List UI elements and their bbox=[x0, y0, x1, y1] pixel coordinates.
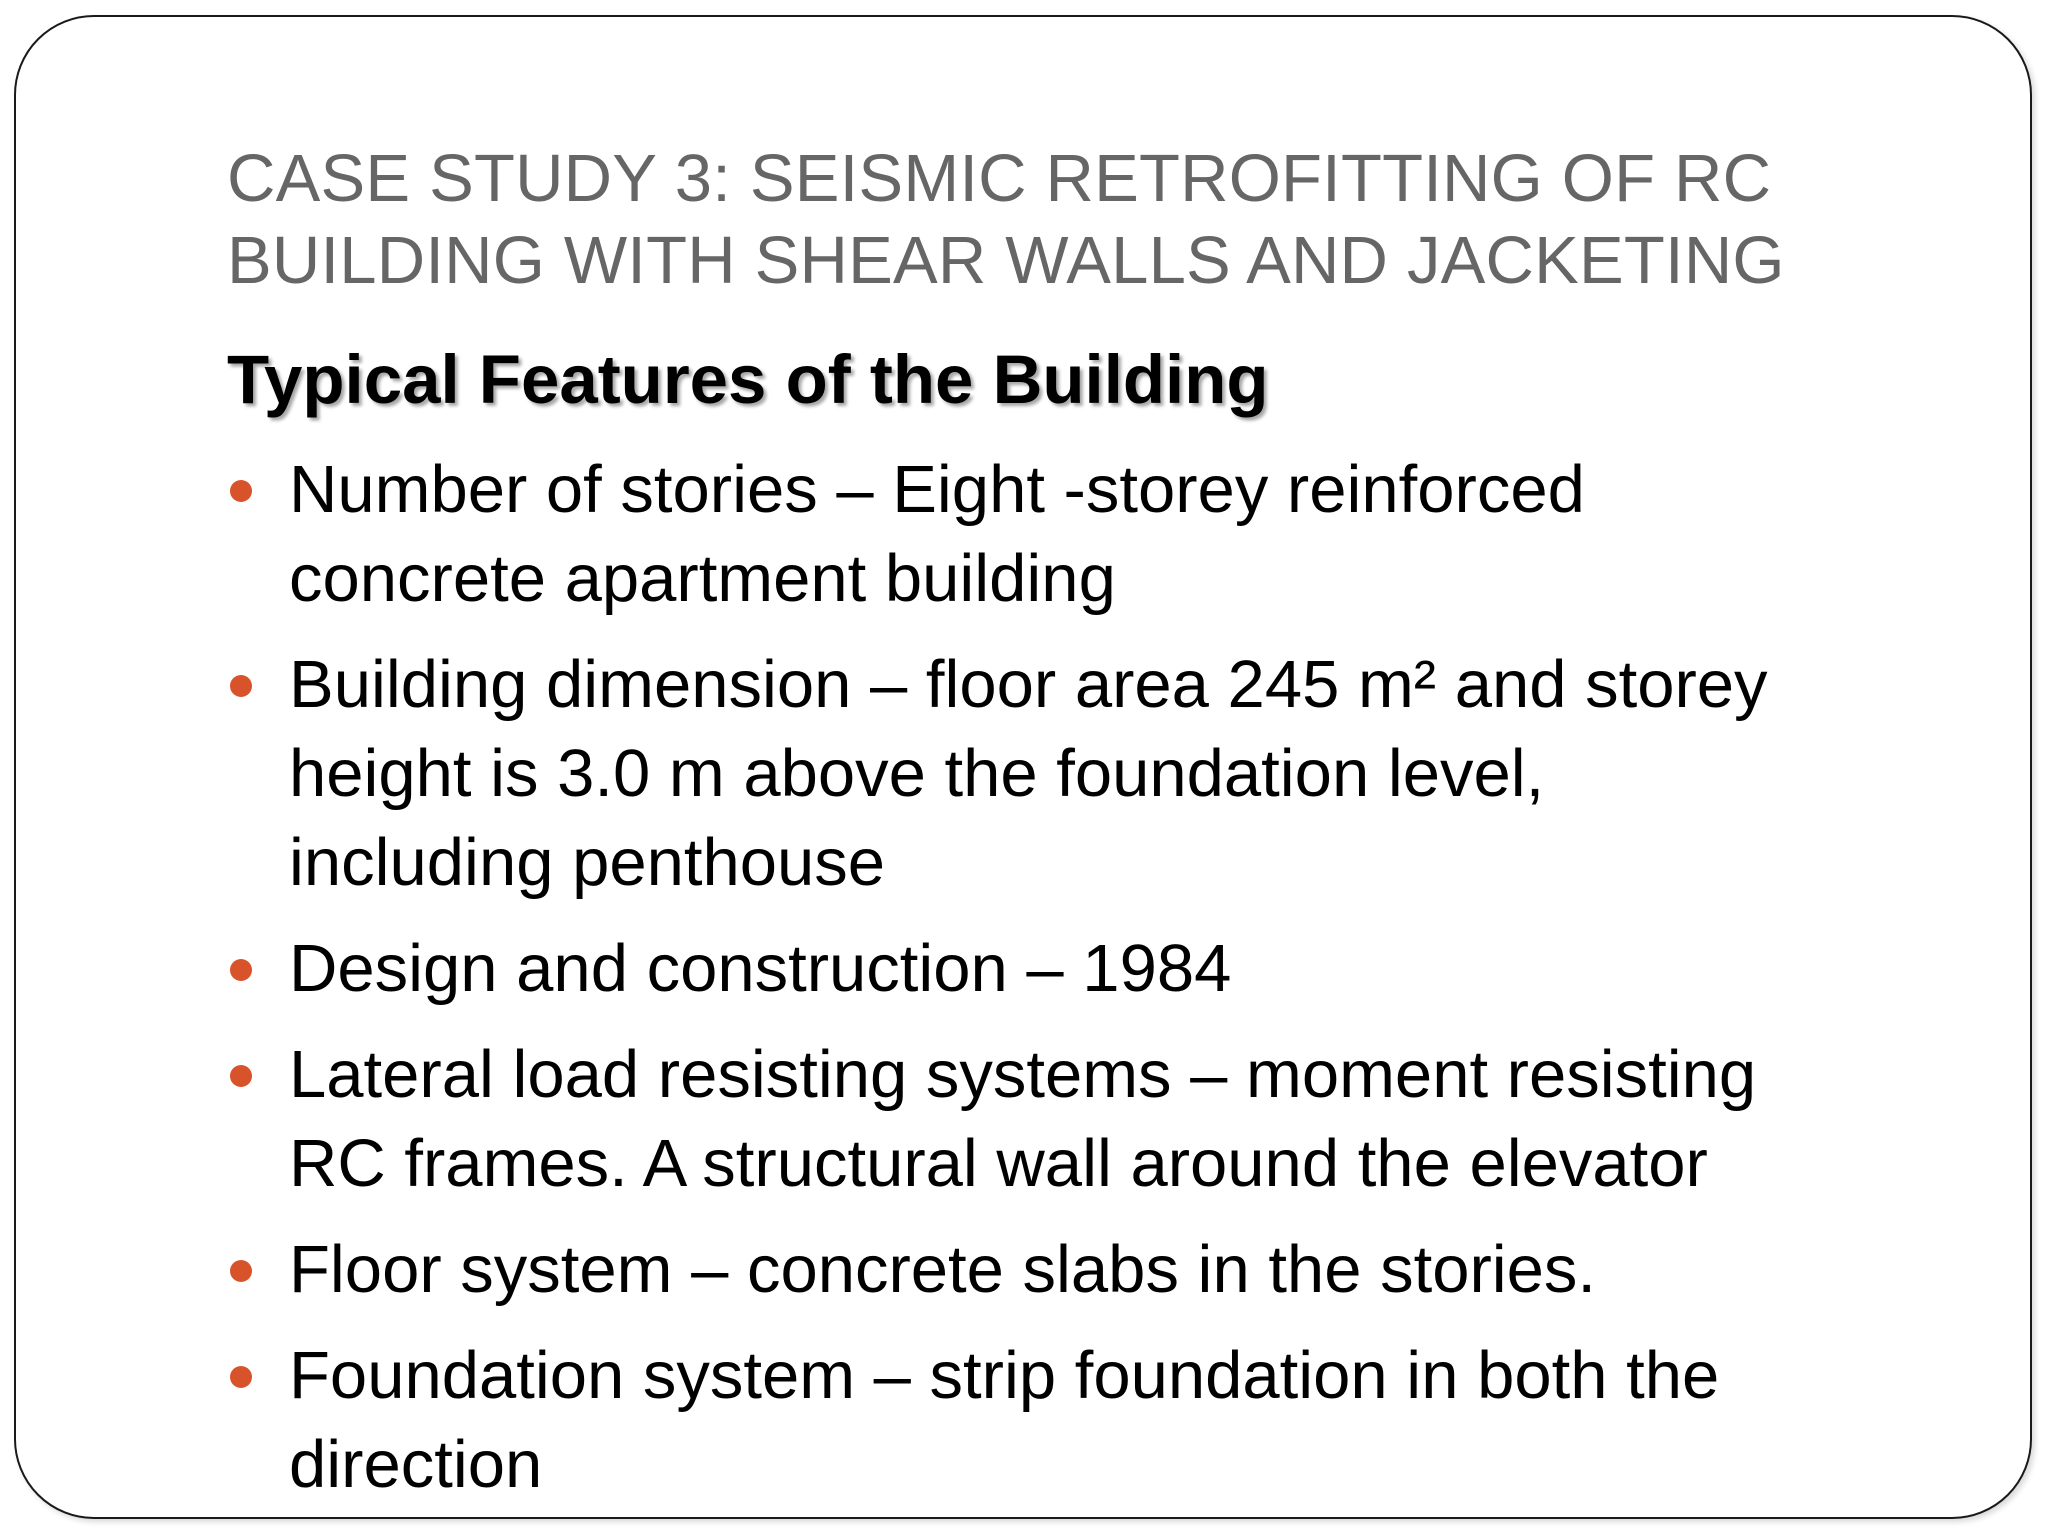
list-item-text: Design and construction – 1984 bbox=[289, 931, 1232, 1006]
list-item-text: Number of stories – Eight -storey reinforced bbox=[289, 452, 1585, 527]
list-item-text: including penthouse bbox=[289, 825, 886, 900]
list-item-text: Lateral load resisting systems – moment resisting bbox=[289, 1037, 1757, 1112]
bullet-dot-icon bbox=[230, 1366, 252, 1388]
list-item-text: Floor system – concrete slabs in the stories. bbox=[289, 1232, 1597, 1307]
list-item-building-dimension bbox=[227, 640, 1987, 907]
bullet-dot-icon bbox=[230, 675, 252, 697]
slide-title bbox=[227, 138, 1927, 302]
bullet-dot-icon bbox=[230, 959, 252, 981]
feature-list bbox=[227, 445, 1987, 1526]
list-item-floor-system bbox=[227, 1225, 1987, 1314]
list-item-text: RC frames. A structural wall around the elevator bbox=[289, 1126, 1708, 1201]
section-heading: Typical Features of the Building bbox=[227, 341, 1269, 418]
list-item-text: Foundation system – strip foundation in both the bbox=[289, 1338, 1720, 1413]
list-item-text: direction bbox=[289, 1427, 543, 1502]
list-item-lateral-load bbox=[227, 1030, 1987, 1208]
bullet-dot-icon bbox=[230, 1260, 252, 1282]
bullet-dot-icon bbox=[230, 480, 252, 502]
list-item-text: height is 3.0 m above the foundation level, bbox=[289, 736, 1545, 811]
bullet-dot-icon bbox=[230, 1065, 252, 1087]
list-item-text: Building dimension – floor area 245 m² and storey bbox=[289, 647, 1768, 722]
slide-title-line-1: CASE STUDY 3: SEISMIC RETROFITTING OF RC bbox=[227, 141, 1772, 216]
list-item-number-of-stories bbox=[227, 445, 1987, 623]
list-item-foundation-system bbox=[227, 1331, 1987, 1509]
slide-title-line-2: BUILDING WITH SHEAR WALLS AND JACKETING bbox=[227, 223, 1785, 298]
list-item-design-construction bbox=[227, 924, 1987, 1013]
list-item-text: concrete apartment building bbox=[289, 541, 1116, 616]
